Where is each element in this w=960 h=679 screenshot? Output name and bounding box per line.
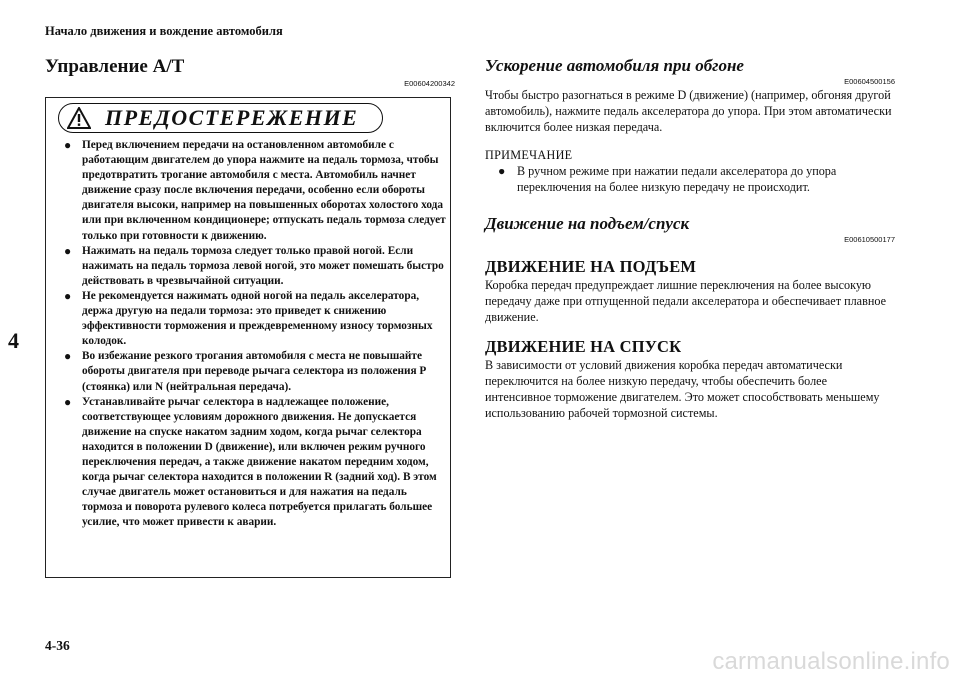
list-item: ● Нажимать на педаль тормоза следует только правой ногой. Если нажимать на педаль тормоза левой ногой, это может помешать быстро действовать в чрезвычайной ситуации. [64,243,444,287]
downhill-text: В зависимости от условий движения коробка передач автоматически переключится на более низкую передачу, чтобы обеспечить более интенсивное торможение двигателем. Это может способствовать меньшему использованию рабочей тормозной системы. [485,358,880,420]
overtaking-title: Ускорение автомобиля при обгоне [485,56,744,75]
warning-title: ПРЕДОСТЕРЕЖЕНИЕ [105,105,359,130]
bullet-icon: ● [498,164,506,178]
uphill-title: ДВИЖЕНИЕ НА ПОДЪЕМ [485,257,697,276]
list-item: ● Устанавливайте рычаг селектора в надлежащее положение, соответствующее условиям дорожного движения. Не допускается движение на спуске накатом задним ходом, когда рычаг селектора находится в положении D (движение), или включен режим ручного переключения передач, а также движение накатом передним ходом, когда рычаг селектора находится в положении R (задний ход). В этом случае двигатель может остановиться и для нажатия на педаль тормоза и поворота рулевого колеса потребуется прилагать большее усилие, что может привести к аварии. [64,394,437,529]
bullet-icon: ● [64,394,72,409]
uphill-text: Коробка передач предупреждает лишние переключения на более высокую передачу даже при отпущенной педали акселератора и обеспечивает плавное движение. [485,278,887,324]
bullet-icon: ● [64,349,72,364]
warning-triangle-icon [67,107,91,129]
watermark: carmanualsonline.info [712,648,950,675]
bullet-icon: ● [64,288,72,303]
list-item: ● Во избежание резкого трогания автомобиля с места не повышайте обороты двигателя при переводе рычага селектора из положения P (стоянка) или N (нейтральная передача). [64,349,426,393]
section-title-at: Управление A/T [45,56,185,77]
bullet-icon: ● [64,243,72,258]
note-item: ● В ручном режиме при нажатии педали акселератора до упора переключения на более низкую передачу не происходит. [498,164,837,194]
bullet-icon: ● [64,138,72,152]
right-column [485,55,895,421]
left-column [45,55,455,89]
overtaking-code: E00604500156 [844,77,895,86]
warning-list [64,138,448,530]
note-label: ПРИМЕЧАНИЕ [485,148,573,162]
hills-code: E00610500177 [844,235,895,244]
page-number: 4-36 [45,638,70,653]
running-head: Начало движения и вождение автомобиля [45,24,283,38]
warning-header [58,103,383,133]
list-item: ● Перед включением передачи на остановленном автомобиле с работающим двигателем до упора нажмите на педаль тормоза, чтобы предотвратить трогание автомобиля с места. Автомобиль начнет движение сразу после включения передачи, особенно если обороты двигателя высоки, например на повышенных оборотах холостого хода или при включенном кондиционере; отпускать педаль тормоза следует только при готовности к движению. [64,138,446,242]
chapter-tab: 4 [8,328,19,353]
downhill-title: ДВИЖЕНИЕ НА СПУСК [485,337,682,356]
list-item: ● Не рекомендуется нажимать одной ногой на педаль акселератора, держа другую на педали тормоза: это приведет к снижению эффективности торможения и преждевременному износу тормозных колодок. [64,288,433,348]
warning-box [45,97,451,578]
hills-title: Движение на подъем/спуск [485,214,690,233]
section-code: E00604200342 [404,79,455,88]
overtaking-text: Чтобы быстро разогнаться в режиме D (движение) (например, обгоняя другой автомобиль), нажмите педаль акселератора до упора. При этом автоматически включится более низкая передача. [485,88,892,134]
